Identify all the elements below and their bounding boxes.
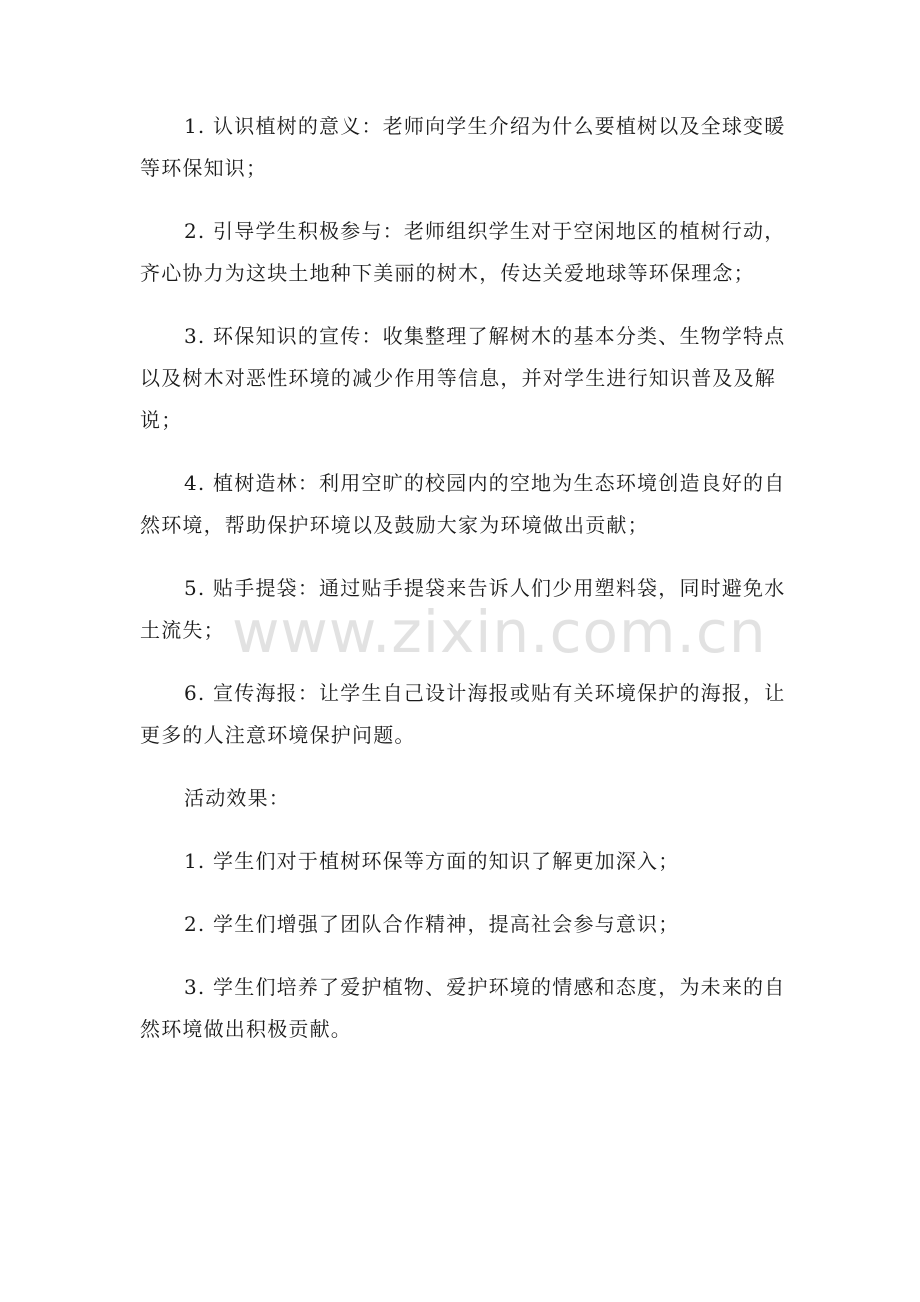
paragraph-activity-2: 2. 引导学生积极参与：老师组织学生对于空闲地区的植树行动，齐心协力为这块土地种下美丽的树木，传达关爱地球等环保理念；: [140, 219, 786, 285]
paragraph-activity-5: 5. 贴手提袋：通过贴手提袋来告诉人们少用塑料袋，同时避免水土流失；: [140, 576, 786, 642]
paragraph-activity-6: 6. 宣传海报：让学生自己设计海报或贴有关环境保护的海报，让更多的人注意环境保护问题。: [140, 681, 786, 747]
paragraph-effect-3: 3. 学生们培养了爱护植物、爱护环境的情感和态度，为未来的自然环境做出积极贡献。: [140, 975, 786, 1041]
document-body: [140, 105, 788, 1071]
watermark-text: www.zixin.com.cn: [232, 598, 767, 666]
paragraph-activity-4: 4. 植树造林：利用空旷的校园内的空地为生态环境创造良好的自然环境，帮助保护环境以及鼓励大家为环境做出贡献；: [140, 471, 786, 537]
paragraph-activity-3: 3. 环保知识的宣传：收集整理了解树木的基本分类、生物学特点以及树木对恶性环境的减少作用等信息，并对学生进行知识普及及解说；: [140, 324, 786, 432]
paragraph-effect-1: 1. 学生们对于植树环保等方面的知识了解更加深入；: [184, 849, 680, 873]
paragraph-activity-1: 1. 认识植树的意义：老师向学生介绍为什么要植树以及全球变暖等环保知识；: [140, 114, 786, 180]
paragraph-effect-2: 2. 学生们增强了团队合作精神，提高社会参与意识；: [184, 912, 680, 936]
section-heading-effects: 活动效果：: [184, 786, 290, 810]
